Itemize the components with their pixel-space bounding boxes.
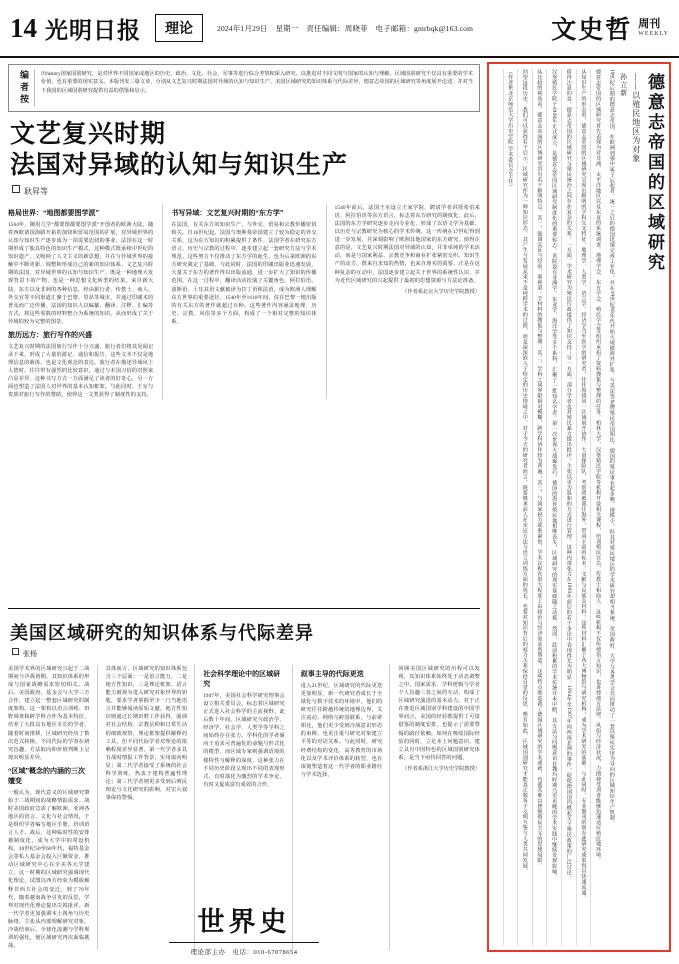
article1-title-line1: 文艺复兴时期: [10, 121, 167, 148]
article3-subtitle: ——以殖民地区为对象: [631, 73, 641, 163]
page-footer: [8, 900, 480, 956]
article2-text-5: 进入21世纪，区域研究的代际更迭更加明显。新一代研究者成长于全球化与数字技术的环境中，他们的研究往往跨越传统的地理边界，关注流动、网络与跨国联系。与前辈相比，他们更少受到冷战意识形态的束缚，也更注重与研究对象建立平等的对话关系。与此同时，研究经费结构的变化、高等教育的市场化以及学术评价体系的转型，也在深刻塑造着这一代学者的职业路径与学术选择。: [300, 683, 383, 778]
article2-text-6: 回顾美国区域研究的历程可以发现，其知识体系始终处于动态调整之中。国家需求、学科逻辑与学者个人旨趣三者之间的互动，构成了区域研究演进的基本动力。对于正在推进区域国别学科建设的中国学界而言，美国的经验既提供了可资借鉴的制度安排，也提示了需要警惕的路径依赖。如何在吸收国际经验的同时，立足本土问题意识，建立具有中国特色的区域国别研究体系，是当下亟待回答的问题。: [398, 666, 480, 761]
footer-logo: 世界史: [197, 907, 291, 938]
article1-title: [10, 120, 480, 181]
article3-column-2: 德意志帝国的区域研究首先表现为对非洲、太平洋地区以及东亚的系统调查。地理学会、东方学会、殖民学会等组织承担了资料搜集与整理的任务。柏林大学、汉堡殖民学院等机构开设相关课程，培训殖民官员、传教士和商人。这些机构不仅传授语言知识，也讲授地方法律、风俗与经济状况，力图使受训者能够迅速适应殖民地环境。: [590, 69, 602, 946]
article1-subheading-3: 书写异域：文艺复兴时期的“东方学”: [171, 209, 284, 217]
article3-author: 孙立新: [619, 73, 628, 97]
article3-column-6: 从比较的视角看，德意志帝国的区域研究具有若干鲜明特点。其一，强调实证与经验，重视第一手材料的搜集与整理；其二，学科之间界限相对模糊，跨学科协作较为普遍；其三，与国家权力联系紧密，学术议程在很大程度上由政治与经济需求所塑造。这些特点既造就了德国区域研究的学术成就，也使其难以摆脱殖民主义的思想局限。: [532, 69, 544, 946]
editor-note-tag-text: 编者按: [19, 70, 29, 106]
article1-columns: [8, 204, 480, 399]
brand-sub-cn: 周刊: [638, 18, 661, 31]
article1-text-4: 1540年前后，法国王室设立王家学院，聘请学者讲授希伯来语、阿拉伯语等东方语言，标志着东方研究的制度化。此后，法国的东方学研究逐步走向专业化，形成了以语文学为基础、以历史与宗教研究为核心的学术传统。这一传统在17世纪得到进一步发展，并深刻影响了欧洲其他国家的东方研究。值得注意的是，文艺复兴时期法国对异域的认知，并非单纯的学术活动，而是与国家利益、宗教竞争和商业扩张紧密交织。知识生产的动力，既来自求知的热情，也来自现实的需要。正是在这种复杂的互动中，法国逐步建立起关于世界的系统性认识，并为近代区域研究的兴起提供了最初的思想资源与方法论准备。: [334, 205, 480, 284]
editor-note: [8, 64, 480, 112]
article2-credit: （作者系浙江大学历史学院教授）: [402, 765, 480, 772]
paper-logo: 光明日报: [45, 16, 141, 44]
article1-column-1: [8, 204, 153, 399]
article1-text-2: 文艺复兴时期的法国旅行写作十分兴盛，旅行者们将其见闻记录下来，形成了大量的游记、通信和报告。这些文本不仅是地理信息的载体，也是文化观念的表达。旅行者在描述异域风土人情时，往往带有强烈的比较意识，通过与本国习俗的对照来凸显差异。这种书写方式一方面满足了读者的好奇心，另一方面也塑造了法国人对世界的基本认知框架。与此同时，王室与贵族对旅行写作的赞助，使得这一文类获得了制度性的支持。: [8, 343, 154, 399]
editor-note-body: 历history国家国别研究，是对世界不同国家或地区的历史、政治、文化、社会、军事等进行综合考察和深入研究，以推进对不同文明与国家的认知与理解。区域国别研究不仅具有重要的学术价值，也有重要的现实意义。本版刊发三篇文章，分别从文艺复兴时期法国对异域的认知与知识生产、美国区域研究的知识体系与代际差异、德意志帝国的区域研究等角度展开论述，并对当下我国的区域国别研究提供有益的借鉴和启示。: [41, 71, 473, 94]
article2-author: 张杨: [12, 648, 480, 659]
issue-line: 2024年1月29日 星期一 责任编辑：周晓菲 电子邮箱：gmrbqk@163.com: [217, 23, 474, 33]
brand-title: 文史哲: [551, 15, 633, 44]
article3-column-3: 从知识生产的形态看，德意志帝国的区域研究呈现出鲜明的学科交叉特征。地理学、人类学、语言学、经济学乃至医学的研究者，往往围绕同一区域展开协作。大量探险队、考察团被派往海外，带回丰富的标本、文献与民族志材料。这些材料汇聚于各大博物馆与研究机构，成为学术研究的基础。与此同时，专业期刊的创办使研究成果得以快速流通。: [576, 69, 588, 946]
article3-column-4: 值得注意的是，德意志帝国的区域研究与殖民统治之间存在复杂的关系。一方面，学术研究为殖民行政提供了知识支持；另一方面，部分学者也对殖民暴力提出批评，主张以更为温和的方式进行管理。这种内部张力在1900年前后的若干争论中表现得尤为明显。1904年至1907年间西南非洲的事件，促使德国国内掀起关于殖民政策的广泛讨论。: [561, 69, 573, 946]
article3-title: 德意志帝国的区域研究: [645, 73, 664, 273]
article1-column-2: [162, 204, 316, 399]
brand-sub-en: WEEKLY: [638, 30, 669, 37]
article1-text-1: 1564年，御用几学“都要图都要图学派”开创者的欧洲大陆，随着西欧诸国海路开拓的加快和贸易范围的扩展，对异域世界的认知与知识生产逐步成为一项需要迫切的事业。法国在这一时期形成了独具特色的知识生产模式，这种模式既承续中世纪的知识遗产，又吸纳了人文主义的新思想，并在与异域世界的接触中不断更新、调整和形成自己的新的知识体系。文艺复兴时期的法国，对异域世界的认知与知识生产，既是一种地理大发现背景下的产物，也是一种思想文化转型的结果。来自新大陆、东方以及非洲的各种信息，经由旅行者、传教士、商人、外交官等不同渠道汇聚于巴黎、里昂等城市，并通过印刷术的普及而广泛传播。法国的知识人以编纂、翻译、注释、汇编等方式，将这些零散的材料整合为系统的知识，从而形成了关于异域的较为完整的图景。: [8, 222, 154, 325]
article1-subheading-2: 旅历远方：旅行写作的兴盛: [8, 330, 92, 339]
footer-contact: 理论部主办 电话：010-67078654: [190, 949, 298, 956]
brand-sub: [638, 19, 669, 37]
article3-inner: [493, 69, 665, 946]
article3-column-1: 19世纪后期的德意志帝国，在欧洲列强中属于后起者。统一之后的德国迅速完成工业化，并在19世纪80年代开始大规模海外扩张。与英法等老牌殖民帝国相比，德国的殖民事业起步晚、规模小，但其对殖民地区的学术研究却相当系统。帝国政府、大学与各类学会共同推动了一套以殖民实用为导向的区域知识生产机制。: [608, 69, 615, 826]
page-number: 14: [10, 12, 37, 43]
article1-credit: （作者系北京大学历史学院教授）: [402, 288, 480, 295]
article1-column-3: [326, 204, 480, 399]
article2-text-2: 一般认为，现代意义的区域研究肇始于二战期间的战略情报需求。战时美国政府急需了解欧洲、亚洲各地区的语言、文化与社会情况，于是组织学者编写地区手册、培训语言人才。战后，这种临时性的安排被制度化，成为大学中的常设机构。20世纪50至60年代，福特基金会等私人基金会投入巨额资金，推动区域研究中心在全美各大学建立。这一时期的区域研究强调现代化理论，试图以西方经验为模板解释非西方社会的变迁。到了70年代，随着越南战争引发的反思，学界对现代化理论提出尖锐批评。新一代学者更加强调本土视角与历史脉络，主张从内部理解研究对象。冷战结束后，全球化浪潮与学科规训的强化，使区域研究再次面临挑战。: [8, 789, 90, 949]
article2-text-3: 具体而言，区域研究的知识体系包含三个层面：一是语言能力，二是地方性知识，三是理论框架。语言能力被视为进入研究对象世界的钥匙，要求学者掌握至少一门当地语言并能够阅读原始文献。地方性知识则通过长期田野工作获得，强调对社会结构、宗教信仰和日常生活的细致观察。理论框架提供解释的工具，但不同代际学者对理论的依赖程度差异显著。第一代学者多具有战时情报工作背景，实用取向明显；第二代学者接受了系统的社会科学训练，热衷于建构普遍性理论；第三代学者则更多受到后殖民理论与文化研究的影响，对宏大叙事保持警惕。: [105, 666, 188, 801]
article2-title: 美国区域研究的知识体系与代际差异: [10, 623, 314, 643]
article3-headline-block: [619, 69, 665, 946]
article2-text-1: 美国学术界的区域研究兴起于二战期间与冷战初期，其知识体系的形成与国家战略需求密切相关。战后，美国政府、基金会与大学三方合作，建立起一整套区域研究的制度架构。这一架构以语言训练、田野调查和跨学科合作为基本特征，培养了大批具有地区专长的学者。随着时间推移，区域研究经历了数次范式转换，不同代际的学者在研究旨趣、方法取向和价值判断上呈现出明显差异。: [8, 666, 90, 761]
article3-credit: （作者系北京师范大学历史学院 学术委员会主任）: [503, 69, 515, 946]
editor-note-tag: [15, 70, 35, 106]
article1-title-line2: 法国对异域的认知与知识生产: [10, 151, 349, 179]
article2-subheading-1: “区域”概念的内涵的三次嬗变: [8, 766, 85, 785]
article3-column-7: 回望这段历史，我们可以获得若干启示。区域研究作为一种知识形态，其产生与发展从来不是纯粹学术的过程，而是深深嵌入于特定的历史情境之中。对于今天的研究者而言，既要继承前人在实证方法与语言训练方面的优长，也要对知识背后的权力关系保持自觉的反思。唯有如此，区域国别研究才能真正服务于文明互鉴与人类共同发展。: [517, 69, 529, 946]
article-renaissance-france: [8, 64, 480, 399]
article2-subheading-3: 叙事主导的代际更迭: [300, 670, 364, 678]
article-german-empire-highlighted: [487, 62, 671, 952]
article1-text-3: 在法国，有关东方的知识生产，与外交、贸易和宗教传播密切相关。自16世纪起，法国与奥斯曼帝国建立了较为稳定的外交关系，这为东方知识的积累提供了条件。法国学者在研究东方语言、历史与宗教的过程中，逐步建立起一套研究方法与学术规范。这些努力不仅推动了东方学的诞生，也为后来欧洲的东方研究奠定了基础。与此同时，法国的印刷出版业迅速发展，大量关于东方的著作得以出版流通，进一步扩大了知识的传播范围。在这一过程中，翻译活动扮演了关键角色。阿拉伯语、波斯语、土耳其语文献被译为拉丁语和法语，成为欧洲人理解东方世界的重要途径。1540年至1610年间，仅在巴黎一地出版的有关东方的著作就超过百种。这些著作内容涵盖地理、历史、宗教、风俗等多个方面，构成了一个相对完整的知识体系。: [171, 222, 317, 325]
article3-column-5: 汉堡殖民学院于1908年正式成立，是德意志帝国区域研究制度化的重要标志。该院设有非洲学、东亚学、海洋学等多个系科，汇聚了一批知名学者。第一次世界大战爆发后，德国的海外殖民地相继丧失，区域研究的现实基础随之动摇。然而，此前积累的学术传统并未中断，其方法与问题意识在魏玛时期乃至更晚的学术实践中继续发挥影响。: [546, 69, 558, 946]
article1-author: 耿昇等: [12, 185, 480, 197]
article2-text-4: 1947年，美国社会科学研究理事会设立相关委员会，标志着区域研究正式进入社会科学的主流视野。此后数十年间，区域研究与政治学、经济学、社会学、人类学等学科之间始终存在张力。学科化的学者倾向于追求可普遍化的命题与形式化的模型，而区域专家则强调语境的独特性与解释的深度。这种张力在不同历史阶段呈现出不同的表现形式，有时演化为激烈的学术争论，有时又促成富有成效的合作。: [203, 693, 285, 788]
article2-subheading-2: 社会科学理论中的区域研究: [203, 670, 281, 688]
section-label: 理论: [155, 14, 203, 42]
footer-divider: [169, 942, 319, 943]
article-us-area-studies: [8, 608, 480, 950]
masthead: [0, 0, 679, 58]
supplement-brand: [551, 10, 669, 46]
article1-subheading-1: 格局世界：“地图都要图学派”: [8, 209, 99, 217]
